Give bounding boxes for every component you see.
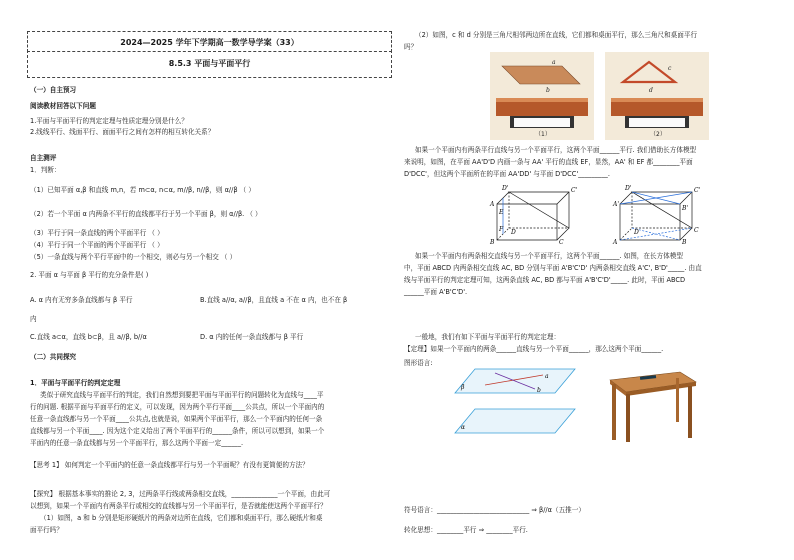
plane-label-alpha: α bbox=[461, 424, 466, 431]
cube2-label-C1: C' bbox=[694, 187, 701, 194]
para-2-line-1: 如果一个平面内有两条平行直线与另一个平面平行，这两个平面______平行. 我们借助长方体模型 bbox=[415, 146, 697, 154]
section-explore-heading: （二）共同探究 bbox=[30, 353, 77, 361]
judge-item-1: （1）已知平面 α,β 和直线 m,n，若 m⊂α, n⊂α, m//β, n//β，则 α//β （ ） bbox=[30, 186, 255, 194]
triangle-on-table-figure bbox=[605, 52, 709, 140]
judge-heading: 1．判断： bbox=[30, 166, 61, 174]
lesson-subtitle: 8.5.3 平面与平面平行 bbox=[168, 59, 251, 68]
right-q2-line-1: （2）如图，c 和 d 分别是三角尺相邻两边所在直线，它们都和桌面平行，那么三角尺和桌面平行 bbox=[415, 31, 698, 39]
line-label-a: a bbox=[545, 373, 549, 380]
para-2-line-2: 来说明，如图，在平面 AA'D'D 内画一条与 AA' 平行的直线 EF，显然，AA' 和 EF 都________平面 bbox=[404, 158, 693, 166]
choice-question-2: 2. 平面 α 与平面 β 平行的充分条件是( ) bbox=[30, 271, 149, 279]
para-1-line-1: 类似于研究直线与平面平行的判定，我们自然想到要把平面与平面平行的问题转化为直线与____平 bbox=[40, 391, 324, 399]
table-photo bbox=[600, 368, 700, 444]
theorem-statement: 【定理】如果一个平面内的两条______直线与另一个平面______，那么这两个平面______. bbox=[404, 345, 664, 353]
cube1-label-F: F bbox=[499, 226, 504, 233]
conversion-thought: 转化思想：________平行 ⇒ ________平行. bbox=[404, 526, 528, 534]
header-title-box bbox=[27, 31, 392, 52]
cuboid-figure-1 bbox=[487, 184, 587, 246]
para-3-line-1: 如果一个平面内有两条相交直线与另一个平面平行，这两个平面______. 如图，在长方体模型 bbox=[415, 252, 683, 260]
line-label-b: b bbox=[537, 387, 541, 394]
para-1-line-3: 任意一条直线都与另一个平面____公共点,也就是说，如果两个平面平行，那么一个平面内的任何一条 bbox=[30, 415, 323, 423]
para-1-line-4: 直线都与另一个平面____. 因为这个定义给出了两个平面平行的______条件，所以可以想到，如果一个 bbox=[30, 427, 325, 435]
judge-item-5: （5）一条直线与两个平行平面中的一个相交，则必与另一个相交 （ ） bbox=[30, 253, 237, 261]
cube2-label-A1: A' bbox=[613, 201, 619, 208]
option-c: C.直线 a⊂α，直线 b⊂β，且 a//β, b//α bbox=[30, 333, 147, 341]
section-preview-heading: （一）自主预习 bbox=[30, 86, 77, 94]
cube2-label-D1: D' bbox=[625, 185, 632, 192]
paper-on-table-figure bbox=[490, 52, 594, 140]
explore-line-1: 【探究】 根据基本事实的推论 2, 3，过两条平行线或两条相交直线，______________一个平面，由此可 bbox=[30, 490, 331, 498]
cube1-label-C: C bbox=[559, 239, 564, 246]
cube1-label-E: E bbox=[499, 209, 504, 216]
explore-line-4: 面平行吗？ bbox=[30, 526, 63, 534]
header-subtitle-box bbox=[27, 50, 392, 78]
parallel-planes-diagram bbox=[455, 365, 585, 439]
theorem-subheading: 1．平面与平面平行的判定定理 bbox=[30, 379, 121, 387]
para-1-line-2: 行的问题. 根据平面与平面平行的定义，可以发现，因为两个平行平面____公共点，所以一个平面内的 bbox=[30, 403, 325, 411]
explore-line-2: 以想到，如果一个平面内有两条平行或相交的直线都与另一个平面平行，是否就能使这两个平面平行？ bbox=[30, 502, 327, 510]
symbol-language: 符号语言：____________________________ ⇒ β//α（五推一） bbox=[404, 506, 585, 514]
fig-label-d: d bbox=[649, 87, 653, 94]
explore-line-3: （1）如图，a 和 b 分别是矩形硬纸片的两条对边所在直线，它们都和桌面平行，那么硬纸片和桌 bbox=[40, 514, 323, 522]
para-3-line-3: 线与平面平行的判定定理可知，这两条直线 AC, BD 都与平面 A'B'C'D'_____. 此时，平面 ABCD bbox=[404, 276, 686, 284]
cube1-label-C1: C' bbox=[571, 187, 578, 194]
fig-label-c: c bbox=[668, 65, 672, 72]
cube2-label-B1: B' bbox=[682, 205, 689, 212]
judge-item-2: （2）若一个平面 α 内两条不平行的直线都平行于另一个平面 β，则 α//β. （ ） bbox=[30, 210, 262, 218]
option-d: D. α 内的任何一条直线都与 β 平行 bbox=[200, 333, 304, 341]
cube2-label-C: C bbox=[694, 227, 699, 234]
think-1: 【思考 1】 如何判定一个平面内的任意一条直线都平行与另一个平面呢？有没有更简便的方法？ bbox=[30, 461, 309, 469]
fig-label-b: b bbox=[546, 87, 550, 94]
fig-label-a: a bbox=[552, 59, 556, 66]
plane-alpha bbox=[455, 409, 575, 433]
option-a: A. α 内有无穷多条直线都与 β 平行 bbox=[30, 296, 133, 304]
judge-item-4: （4）平行于同一个平面的两个平面平行 （ ） bbox=[30, 241, 164, 249]
question-1: 1.平面与平面平行的判定定理与性质定理分别是什么？ bbox=[30, 117, 188, 125]
option-b: B.直线 a//α, a//β，且直线 a 不在 α 内，也不在 β bbox=[200, 296, 348, 304]
cube2-label-B: B bbox=[682, 239, 687, 246]
para-1-line-5: 平面内的任意一条直线都与另一个平面平行，那么这两个平面一定______. bbox=[30, 439, 244, 447]
cuboid-figure-2 bbox=[610, 184, 710, 246]
judge-item-3: （3）平行于同一条直线的两个平面平行 （ ） bbox=[30, 229, 164, 237]
cube1-label-D: D bbox=[511, 229, 516, 236]
cube2-label-D: D bbox=[634, 229, 639, 236]
fig-caption-1: （1） bbox=[535, 131, 551, 138]
fig-caption-2: （2） bbox=[650, 131, 666, 138]
option-b-cont: 内 bbox=[30, 315, 37, 323]
cube1-label-D1: D' bbox=[502, 185, 509, 192]
general-statement: 一般地，我们有如下平面与平面平行的判定定理： bbox=[415, 333, 561, 341]
right-q2-line-2: 吗？ bbox=[404, 43, 418, 51]
reading-task-heading: 阅读教材回答以下问题 bbox=[30, 102, 96, 110]
cube2-label-A: A bbox=[613, 239, 618, 246]
page-title: 2024—2025 学年下学期高一数学导学案（33） bbox=[120, 38, 299, 47]
cube1-label-A: A bbox=[490, 201, 495, 208]
plane-label-beta: β bbox=[461, 384, 465, 391]
self-test-heading: 自主测评 bbox=[30, 154, 57, 162]
para-3-line-4: ______平面 A'B'C'D'. bbox=[404, 288, 468, 296]
cube1-label-B: B bbox=[490, 239, 495, 246]
para-3-line-2: 中，平面 ABCD 内两条相交直线 AC, BD 分别与平面 A'B'C'D' 内两条相交直线 A'C', B'D'_____. 由直 bbox=[404, 264, 702, 272]
question-2: 2.线线平行、线面平行、面面平行之间有怎样的相互转化关系？ bbox=[30, 128, 215, 136]
para-2-line-3: D'DCC'，但这两个平面所在的平面 AA'DD' 与平面 D'DCC'_________. bbox=[404, 170, 610, 178]
graph-language-label: 图形语言: bbox=[404, 359, 433, 367]
